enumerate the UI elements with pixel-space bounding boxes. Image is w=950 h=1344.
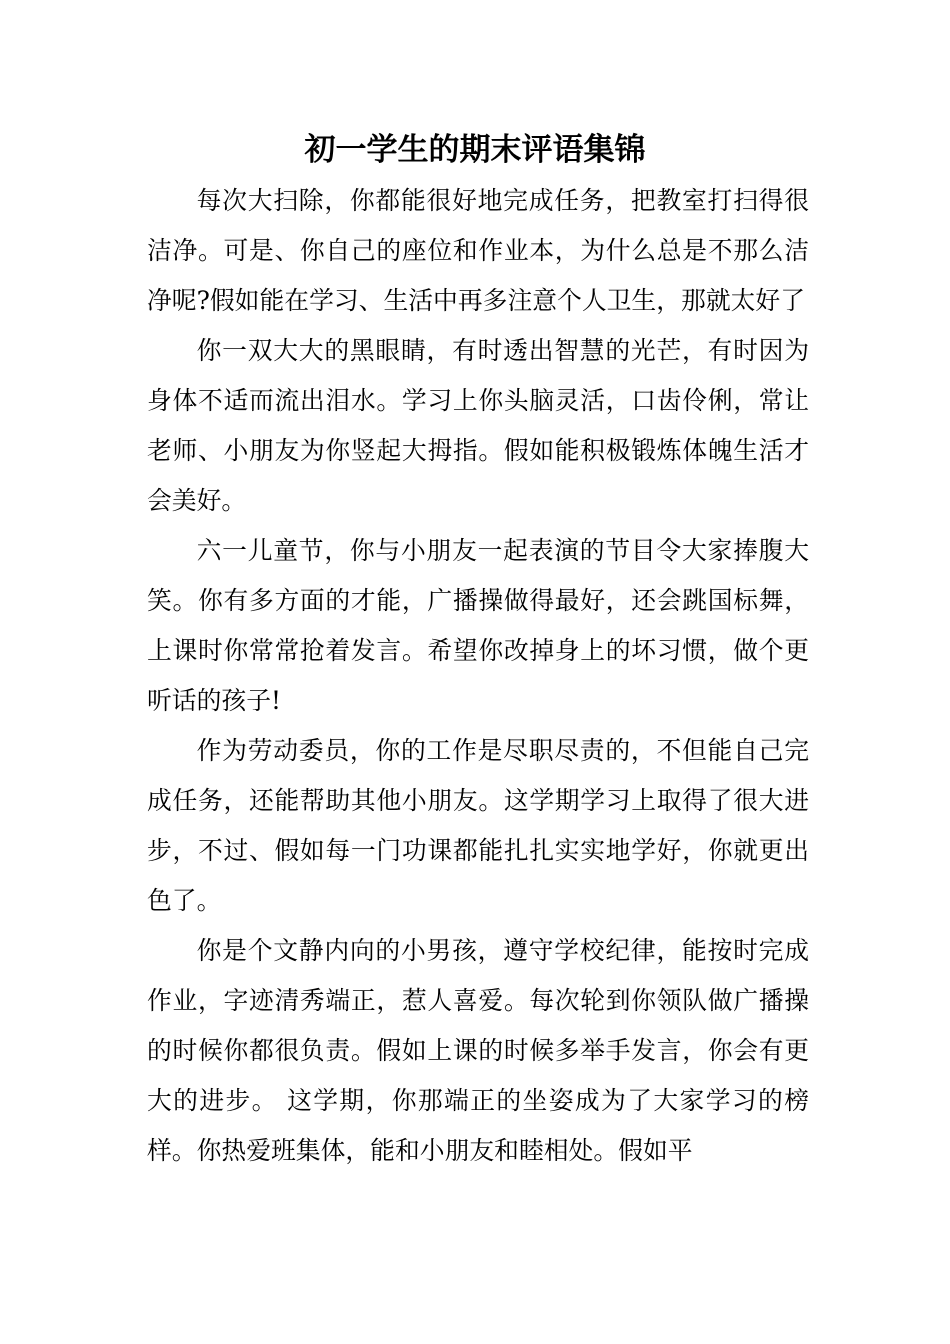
paragraph-5: 你是个文静内向的小男孩，遵守学校纪律，能按时完成作业，字迹清秀端正，惹人喜爱。每次轮到你领队做广播操的时候你都很负责。假如上课的时候多举手发言，你会有更大的进步。 这学期，你那端正的坐姿成为了大家学习的榜样。你热爱班集体，能和小朋友和睦相处。假如平 [147,936,809,1165]
paragraph-2: 你一双大大的黑眼睛，有时透出智慧的光芒，有时因为身体不适而流出泪水。学习上你头脑灵活，口齿伶俐，常让老师、小朋友为你竖起大拇指。假如能积极锻炼体魄生活才会美好。 [147,336,809,515]
paragraph-3: 六一儿童节，你与小朋友一起表演的节目令大家捧腹大笑。你有多方面的才能，广播操做得最好，还会跳国标舞，上课时你常常抢着发言。希望你改掉身上的坏习惯，做个更听话的孩子! [147,536,809,715]
document-title: 初一学生的期末评语集锦 [304,132,646,168]
paragraph-4: 作为劳动委员，你的工作是尽职尽责的，不但能自己完成任务，还能帮助其他小朋友。这学期学习上取得了很大进步，不过、假如每一门功课都能扎扎实实地学好，你就更出色了。 [147,736,809,915]
paragraph-1: 每次大扫除，你都能很好地完成任务，把教室打扫得很洁净。可是、你自己的座位和作业本，为什么总是不那么洁净呢?假如能在学习、生活中再多注意个人卫生，那就太好了 [147,186,809,315]
document-body [147,176,809,1176]
